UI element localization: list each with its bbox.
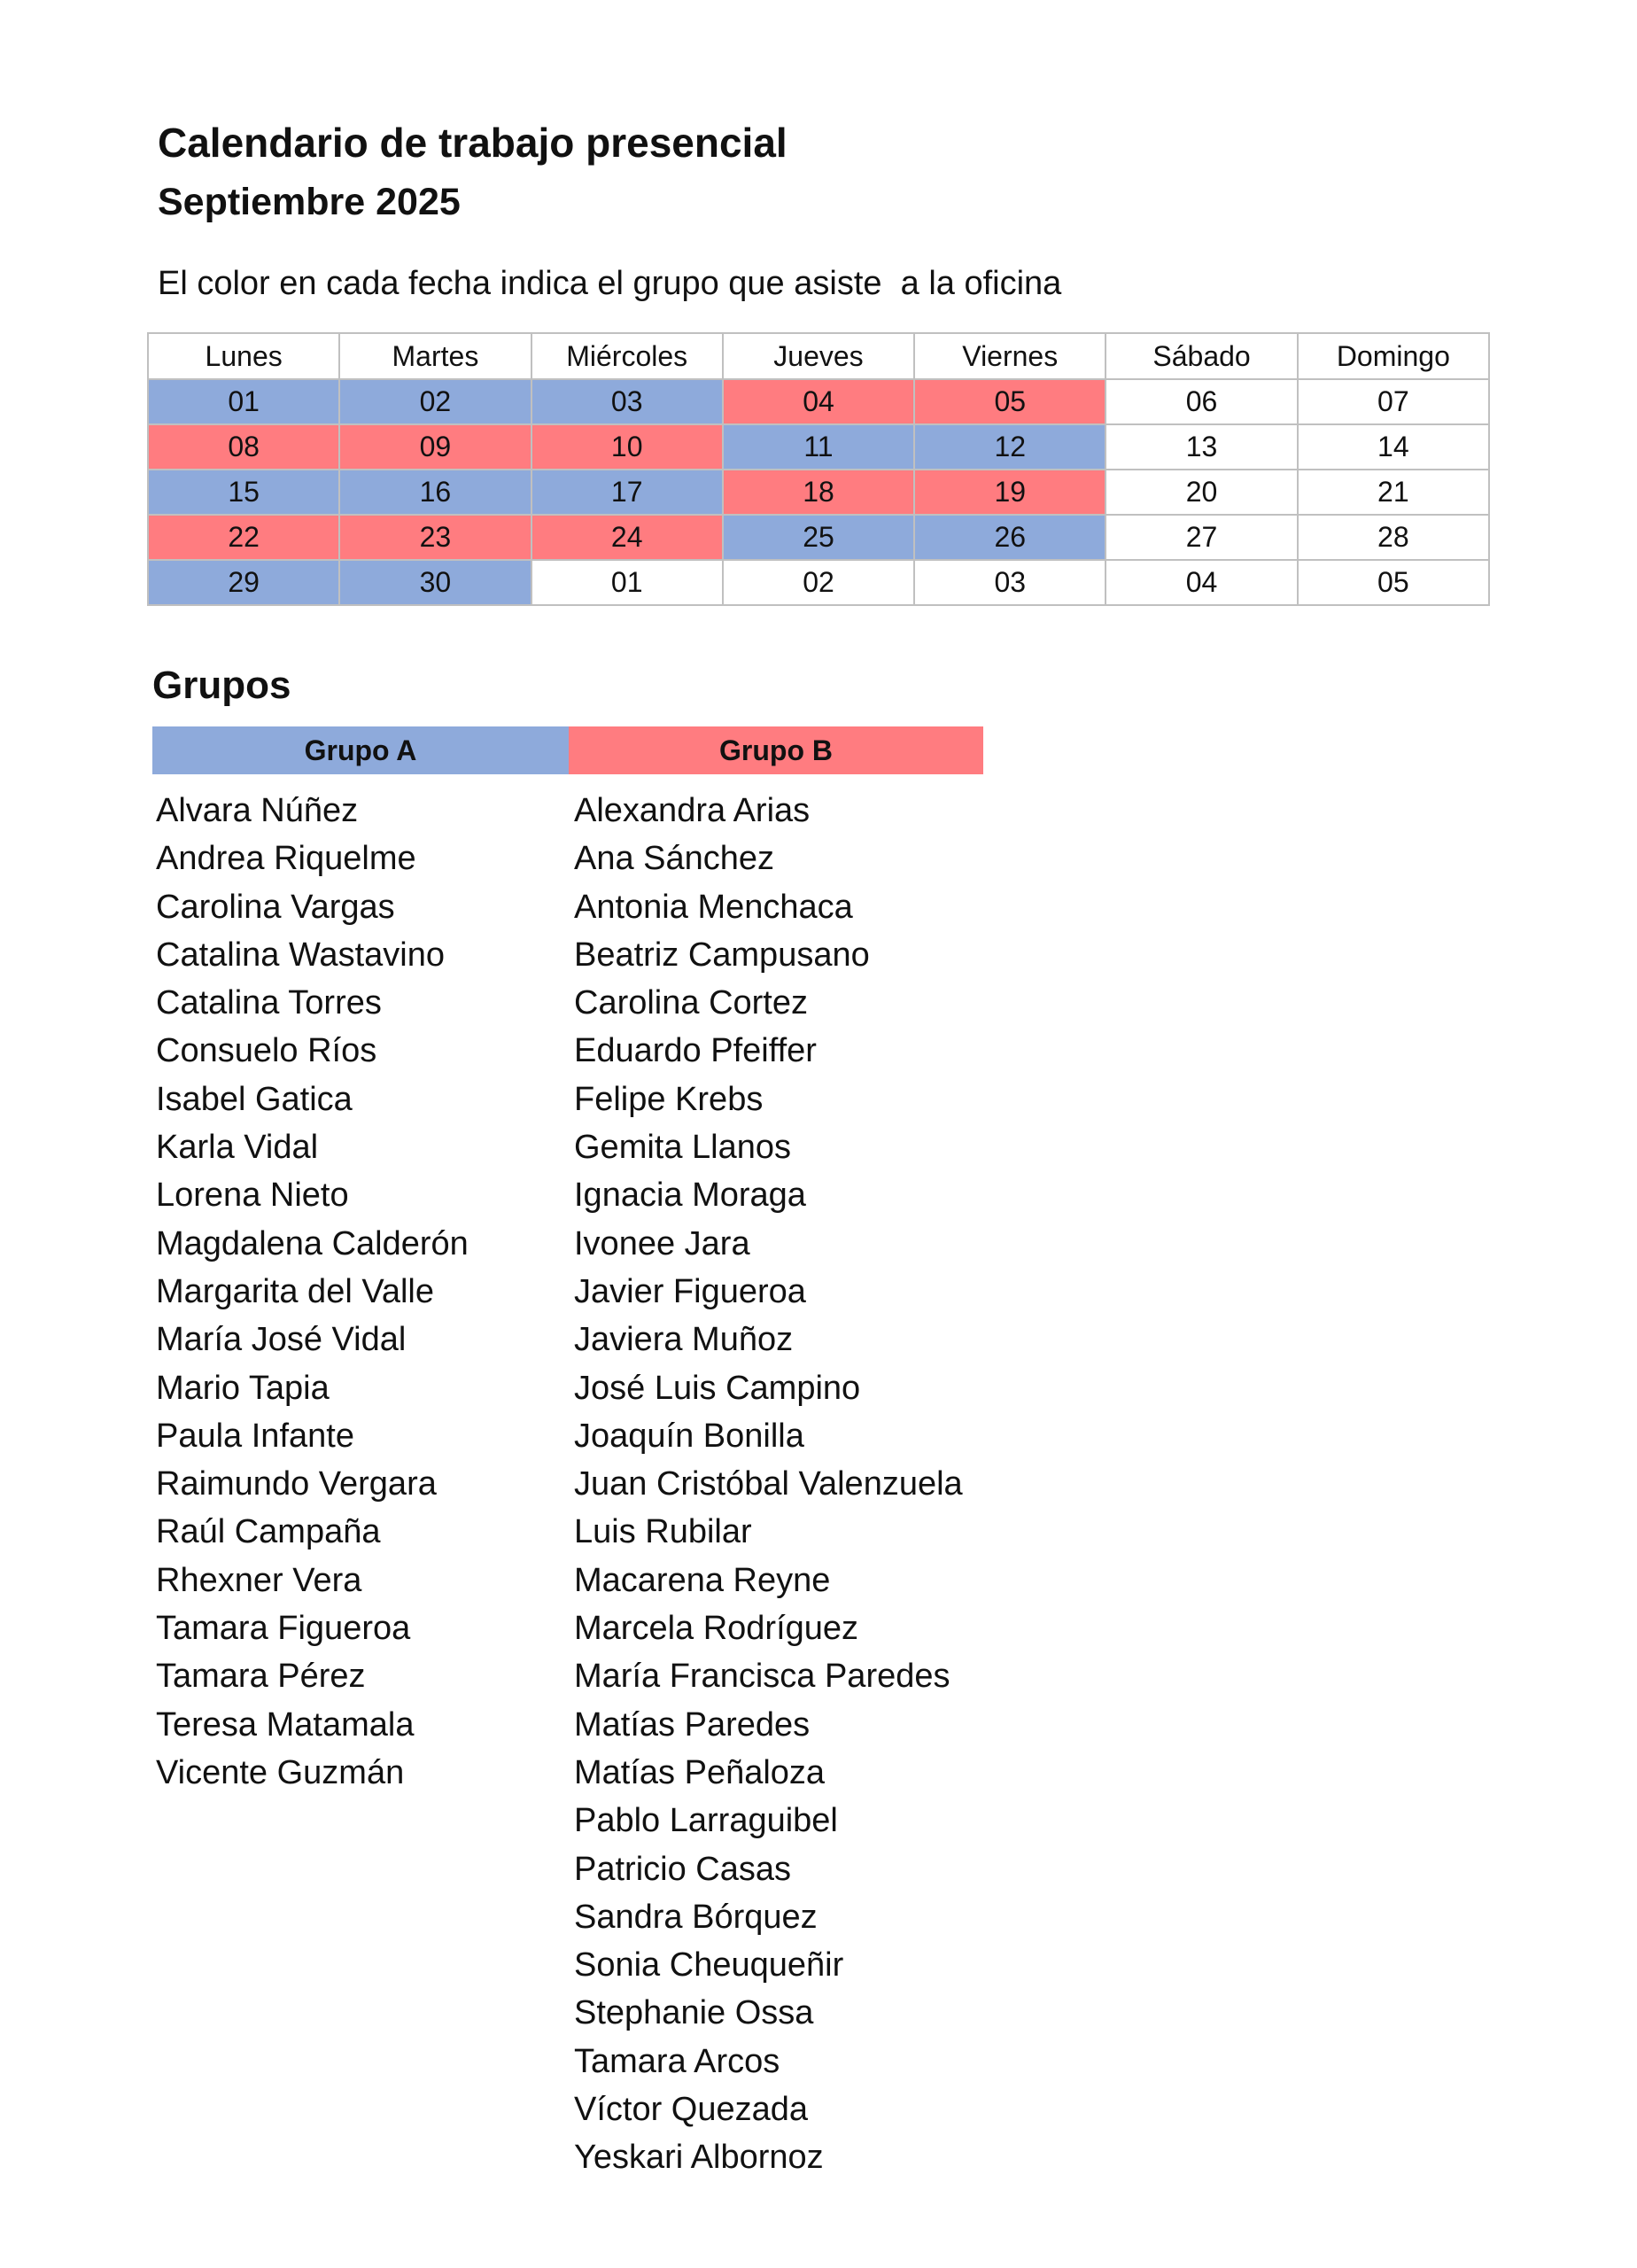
calendar-day-cell: 26: [914, 515, 1106, 560]
legend-note: El color en cada fecha indica el grupo que asiste a la oficina: [158, 265, 1062, 302]
grupos-title: Grupos: [152, 664, 291, 707]
member-name: Alvara Núñez: [156, 792, 359, 829]
day-header: Domingo: [1298, 333, 1489, 379]
member-name: Macarena Reyne: [574, 1561, 831, 1599]
calendar-table: [147, 332, 1490, 606]
calendar-day-cell: 25: [723, 515, 914, 560]
member-name: Ana Sánchez: [574, 840, 775, 878]
member-name: Raimundo Vergara: [156, 1465, 437, 1503]
page-subtitle: Septiembre 2025: [158, 181, 461, 223]
member-name: Margarita del Valle: [156, 1272, 435, 1310]
calendar-week-row: [148, 424, 1489, 470]
calendar-day-cell: 03: [914, 560, 1106, 605]
calendar-day-cell: 24: [531, 515, 723, 560]
day-header: Miércoles: [531, 333, 723, 379]
member-name: Carolina Cortez: [574, 984, 808, 1022]
member-name: Lorena Nieto: [156, 1177, 349, 1215]
member-name: Eduardo Pfeiffer: [574, 1032, 817, 1070]
member-name: Mario Tapia: [156, 1369, 330, 1407]
member-name: Andrea Riquelme: [156, 840, 416, 878]
member-name: Consuelo Ríos: [156, 1032, 377, 1070]
member-name: Raúl Campaña: [156, 1513, 381, 1551]
calendar-week-row: [148, 560, 1489, 605]
calendar-day-cell: 16: [339, 470, 531, 515]
grupo-b-list: [574, 787, 963, 2182]
member-name: Alexandra Arias: [574, 792, 811, 829]
calendar-header-row: [148, 333, 1489, 379]
member-name: Víctor Quezada: [574, 2091, 809, 2129]
calendar-day-cell: 12: [914, 424, 1106, 470]
calendar-week-row: [148, 379, 1489, 424]
member-name: Felipe Krebs: [574, 1080, 764, 1118]
member-name: Ignacia Moraga: [574, 1177, 806, 1215]
member-name: Vicente Guzmán: [156, 1753, 405, 1791]
member-name: Sonia Cheuqueñir: [574, 1946, 844, 1984]
calendar-day-cell: 21: [1298, 470, 1489, 515]
calendar-day-cell: 23: [339, 515, 531, 560]
member-name: Joaquín Bonilla: [574, 1417, 804, 1455]
member-name: Carolina Vargas: [156, 888, 395, 926]
calendar-day-cell: 27: [1106, 515, 1297, 560]
calendar-day-cell: 02: [339, 379, 531, 424]
member-name: Tamara Figueroa: [156, 1610, 411, 1648]
member-name: Marcela Rodríguez: [574, 1610, 859, 1648]
calendar-day-cell: 02: [723, 560, 914, 605]
calendar-day-cell: 06: [1106, 379, 1297, 424]
member-name: Karla Vidal: [156, 1129, 319, 1167]
day-header: Jueves: [723, 333, 914, 379]
calendar-week-row: [148, 515, 1489, 560]
member-name: Juan Cristóbal Valenzuela: [574, 1465, 963, 1503]
day-header: Viernes: [914, 333, 1106, 379]
member-name: Patricio Casas: [574, 1850, 791, 1888]
calendar-body: [148, 379, 1489, 605]
member-name: Yeskari Albornoz: [574, 2139, 824, 2177]
member-name: Tamara Pérez: [156, 1658, 366, 1696]
member-name: Stephanie Ossa: [574, 1994, 814, 2032]
member-name: Ivonee Jara: [574, 1224, 750, 1262]
grupo-a-list: [156, 787, 469, 1797]
member-name: Pablo Larraguibel: [574, 1802, 838, 1840]
member-name: Javier Figueroa: [574, 1272, 806, 1310]
page-title: Calendario de trabajo presencial: [158, 120, 787, 166]
calendar-day-cell: 28: [1298, 515, 1489, 560]
grupo-a-header: Grupo A: [152, 726, 569, 774]
calendar-day-cell: 15: [148, 470, 339, 515]
calendar-day-cell: 17: [531, 470, 723, 515]
calendar-day-cell: 18: [723, 470, 914, 515]
calendar-week-row: [148, 470, 1489, 515]
day-header: Sábado: [1106, 333, 1297, 379]
calendar-day-cell: 01: [531, 560, 723, 605]
calendar-day-cell: 29: [148, 560, 339, 605]
member-name: Magdalena Calderón: [156, 1224, 469, 1262]
member-name: Tamara Arcos: [574, 2042, 780, 2080]
calendar-day-cell: 11: [723, 424, 914, 470]
calendar-day-cell: 13: [1106, 424, 1297, 470]
calendar-day-cell: 08: [148, 424, 339, 470]
calendar-day-cell: 20: [1106, 470, 1297, 515]
day-header: Martes: [339, 333, 531, 379]
member-name: Isabel Gatica: [156, 1080, 353, 1118]
member-name: Catalina Torres: [156, 984, 382, 1022]
member-name: Beatriz Campusano: [574, 936, 870, 974]
member-name: Matías Paredes: [574, 1705, 811, 1744]
calendar-day-cell: 22: [148, 515, 339, 560]
calendar-day-cell: 07: [1298, 379, 1489, 424]
grupo-b-header: Grupo B: [569, 726, 983, 774]
member-name: Antonia Menchaca: [574, 888, 853, 926]
calendar-day-cell: 09: [339, 424, 531, 470]
calendar-day-cell: 01: [148, 379, 339, 424]
calendar-day-cell: 05: [1298, 560, 1489, 605]
day-header: Lunes: [148, 333, 339, 379]
calendar-day-cell: 10: [531, 424, 723, 470]
calendar-day-cell: 05: [914, 379, 1106, 424]
member-name: Javiera Muñoz: [574, 1321, 794, 1359]
member-name: Teresa Matamala: [156, 1705, 415, 1744]
calendar-day-cell: 04: [1106, 560, 1297, 605]
calendar-day-cell: 04: [723, 379, 914, 424]
member-name: Gemita Llanos: [574, 1129, 792, 1167]
member-name: Sandra Bórquez: [574, 1898, 818, 1936]
calendar-day-cell: 30: [339, 560, 531, 605]
member-name: Matías Peñaloza: [574, 1753, 826, 1791]
member-name: María Francisca Paredes: [574, 1658, 950, 1696]
calendar-day-cell: 14: [1298, 424, 1489, 470]
member-name: Paula Infante: [156, 1417, 354, 1455]
member-name: Rhexner Vera: [156, 1561, 362, 1599]
member-name: Catalina Wastavino: [156, 936, 445, 974]
calendar-day-cell: 03: [531, 379, 723, 424]
member-name: José Luis Campino: [574, 1369, 861, 1407]
calendar-day-cell: 19: [914, 470, 1106, 515]
member-name: Luis Rubilar: [574, 1513, 752, 1551]
member-name: María José Vidal: [156, 1321, 407, 1359]
